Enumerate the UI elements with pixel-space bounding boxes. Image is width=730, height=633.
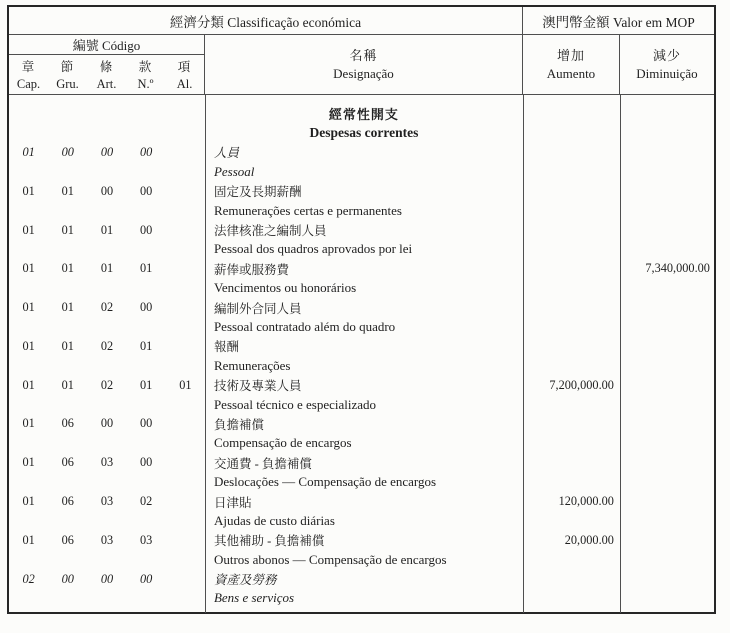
- code-cap: 01: [22, 144, 35, 159]
- code-art: 01: [100, 261, 114, 276]
- designation-pt: Remunerações certas e permanentes: [213, 202, 402, 218]
- code-cap: 01: [22, 300, 35, 315]
- designation-pt: Pessoal dos quadros aprovados por lei: [213, 241, 413, 257]
- code-art: 03: [100, 455, 114, 470]
- economic-classification-header: 經濟分類 Classificação económica: [9, 7, 523, 34]
- col-header-num: [126, 59, 165, 94]
- diminuicao-value: 7,340,000.00: [645, 261, 710, 276]
- col-header-num-lat: N.º: [137, 77, 154, 91]
- designation-pt: Outros abonos — Compensação de encargos: [213, 551, 447, 567]
- table-row: [9, 220, 714, 239]
- code-gru: 06: [61, 494, 74, 508]
- table-row: [9, 143, 714, 162]
- table-row: [9, 317, 714, 336]
- code-art: 03: [100, 494, 114, 508]
- designation-pt: Vencimentos ou honorários: [213, 280, 357, 296]
- col-header-gru: [48, 59, 87, 94]
- body-divider-increase-decrease: [620, 95, 621, 613]
- col-header-cap: [9, 59, 48, 94]
- code-num: 00: [140, 222, 153, 237]
- code-art: 02: [100, 377, 114, 392]
- decrease-header-zh: 減少: [652, 47, 681, 63]
- code-art: 03: [100, 532, 114, 547]
- col-header-num-zh: 款: [138, 60, 153, 74]
- code-num: 00: [140, 144, 153, 159]
- col-header-al-lat: Al.: [176, 77, 193, 91]
- body-divider-code-name: [205, 95, 206, 613]
- designation-pt: Pessoal técnico e especializado: [213, 396, 377, 412]
- table-row: [9, 337, 714, 356]
- code-gru: 01: [61, 377, 74, 392]
- table-header-row-1: [9, 7, 714, 35]
- designation-zh: 薪俸或服務費: [213, 262, 289, 277]
- table-row: [9, 531, 714, 550]
- table-row: [9, 453, 714, 472]
- code-gru: 06: [61, 532, 74, 547]
- designation-pt: Ajudas de custo diárias: [213, 512, 335, 528]
- code-num: 00: [140, 183, 153, 198]
- code-num: 03: [140, 532, 153, 547]
- budget-table: [7, 5, 716, 614]
- aumento-value: 7,200,000.00: [549, 377, 614, 392]
- code-gru: 06: [61, 455, 74, 470]
- col-header-cap-zh: 章: [21, 60, 36, 74]
- section-title-zh: 經常性開支: [328, 107, 399, 123]
- code-header-block: [9, 35, 205, 94]
- designation-header-zh: 名稱: [349, 47, 378, 63]
- table-row: [9, 259, 714, 278]
- table-row: [9, 298, 714, 317]
- code-cap: 01: [22, 494, 35, 508]
- table-row: [9, 472, 714, 491]
- designation-zh: 固定及長期薪酬: [213, 185, 302, 200]
- code-art: 00: [100, 571, 114, 586]
- code-cap: 01: [22, 455, 35, 470]
- code-art: 00: [100, 144, 114, 159]
- code-cap: 01: [22, 416, 35, 431]
- table-row: [9, 550, 714, 569]
- designation-zh: 負擔補償: [213, 417, 264, 432]
- table-row: [9, 492, 714, 511]
- designation-zh: 日津貼: [213, 495, 252, 510]
- code-art: 02: [100, 300, 114, 315]
- code-gru: 01: [61, 261, 74, 276]
- designation-zh: 技術及專業人員: [213, 379, 302, 394]
- table-row: [9, 395, 714, 414]
- code-gru: 01: [61, 222, 74, 237]
- code-cap: 01: [22, 183, 35, 198]
- table-row: [9, 356, 714, 375]
- code-gru: 01: [61, 338, 74, 353]
- code-num: 00: [140, 416, 153, 431]
- aumento-value: 120,000.00: [558, 494, 614, 508]
- decrease-header: [620, 35, 714, 94]
- table-row: [9, 279, 714, 298]
- code-cap: 01: [22, 222, 35, 237]
- increase-header: [523, 35, 620, 94]
- designation-zh: 交通費 - 負擔補償: [213, 456, 312, 471]
- code-num: 00: [140, 571, 153, 586]
- code-gru: 01: [61, 183, 74, 198]
- col-header-gru-lat: Gru.: [56, 77, 79, 91]
- code-num: 00: [140, 455, 153, 470]
- code-art: 01: [100, 222, 114, 237]
- code-num: 01: [140, 338, 153, 353]
- designation-zh: 資產及勞務: [213, 573, 277, 588]
- col-header-art: [87, 59, 126, 94]
- increase-header-zh: 增加: [556, 47, 585, 63]
- col-header-art-zh: 條: [99, 60, 114, 74]
- col-header-cap-lat: Cap.: [16, 77, 41, 91]
- designation-pt: Pessoal contratado além do quadro: [213, 318, 396, 334]
- designation-pt: Compensação de encargos: [213, 435, 352, 451]
- code-art: 00: [100, 183, 114, 198]
- code-cap: 01: [22, 261, 35, 276]
- table-row: [9, 201, 714, 220]
- designation-zh: 其他補助 - 負擔補償: [213, 534, 325, 549]
- table-row: [9, 434, 714, 453]
- code-cap: 01: [22, 377, 35, 392]
- decrease-header-pt: Diminuição: [636, 65, 698, 81]
- table-row: [9, 414, 714, 433]
- designation-pt: Remunerações: [213, 357, 291, 373]
- designation-pt: Bens e serviços: [213, 590, 295, 606]
- code-column-labels: [9, 55, 204, 94]
- designation-zh: 人員: [213, 146, 239, 161]
- col-header-art-lat: Art.: [96, 77, 117, 91]
- mop-value-header: 澳門幣金額 Valor em MOP: [542, 14, 695, 30]
- designation-zh: 報酬: [213, 340, 239, 355]
- code-num: 01: [140, 377, 153, 392]
- designation-zh: 法律核准之編制人員: [213, 224, 327, 239]
- body-divider-name-increase: [523, 95, 524, 613]
- designation-header: [205, 35, 523, 94]
- code-cap: 01: [22, 532, 35, 547]
- code-num: 02: [140, 494, 153, 508]
- code-num: 01: [140, 261, 153, 276]
- table-row: [9, 375, 714, 394]
- increase-header-pt: Aumento: [546, 65, 596, 81]
- code-cap: 01: [22, 338, 35, 353]
- table-row: [9, 162, 714, 181]
- aumento-value: 20,000.00: [564, 532, 614, 547]
- designation-pt: Pessoal: [213, 163, 255, 179]
- code-gru: 06: [61, 416, 74, 431]
- section-row: [9, 104, 714, 123]
- code-gru: 01: [61, 300, 74, 315]
- codigo-header: 編號 Código: [9, 35, 204, 55]
- table-row: [9, 589, 714, 608]
- table-row: [9, 569, 714, 588]
- code-art: 02: [100, 338, 114, 353]
- code-gru: 00: [61, 571, 74, 586]
- table-row: [9, 240, 714, 259]
- designation-pt: Deslocações — Compensação de encargos: [213, 474, 437, 490]
- col-header-gru-zh: 節: [60, 60, 75, 74]
- table-body: [9, 95, 714, 613]
- code-gru: 00: [61, 144, 74, 159]
- col-header-al-zh: 項: [177, 60, 192, 74]
- code-art: 00: [100, 416, 114, 431]
- table-row: [9, 511, 714, 530]
- section-title-pt: Despesas correntes: [309, 125, 419, 141]
- section-row: [9, 123, 714, 142]
- code-al: 01: [179, 377, 192, 392]
- code-cap: 02: [22, 571, 35, 586]
- code-num: 00: [140, 300, 153, 315]
- col-header-al: [165, 59, 204, 94]
- designation-zh: 編制外合同人員: [213, 301, 302, 316]
- table-header-row-2: [9, 35, 714, 95]
- designation-header-pt: Designação: [333, 65, 394, 81]
- table-row: [9, 182, 714, 201]
